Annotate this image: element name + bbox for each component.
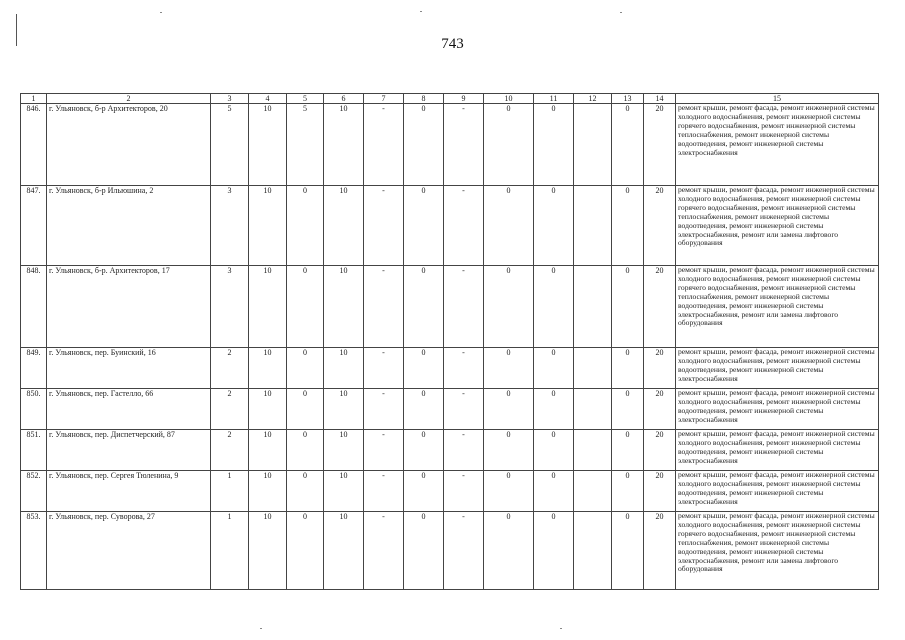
value-cell-c6: 10 bbox=[324, 430, 364, 471]
value-cell-c8: 0 bbox=[404, 512, 444, 590]
value-cell-c6: 10 bbox=[324, 471, 364, 512]
row-number-cell: 851. bbox=[21, 430, 47, 471]
value-cell-c5: 0 bbox=[287, 348, 324, 389]
value-cell-c8: 0 bbox=[404, 348, 444, 389]
row-number-cell: 847. bbox=[21, 186, 47, 266]
value-cell-c12 bbox=[574, 348, 612, 389]
repair-works-cell: ремонт крыши, ремонт фасада, ремонт инженерной системы холодного водоснабжения, ремонт инженерной системы водоотведения, ремонт инженерной системы электроснабжения bbox=[676, 430, 879, 471]
value-cell-c9: - bbox=[444, 348, 484, 389]
value-cell-c14: 20 bbox=[644, 471, 676, 512]
value-cell-c8: 0 bbox=[404, 430, 444, 471]
column-header: 2 bbox=[47, 94, 211, 104]
value-cell-c6: 10 bbox=[324, 389, 364, 430]
row-number-cell: 850. bbox=[21, 389, 47, 430]
value-cell-c5: 5 bbox=[287, 104, 324, 186]
value-cell-c10: 0 bbox=[484, 266, 534, 348]
value-cell-c4: 10 bbox=[249, 389, 287, 430]
value-cell-c13: 0 bbox=[612, 348, 644, 389]
row-number-cell: 846. bbox=[21, 104, 47, 186]
value-cell-c9: - bbox=[444, 186, 484, 266]
value-cell-c10: 0 bbox=[484, 348, 534, 389]
value-cell-c9: - bbox=[444, 471, 484, 512]
value-cell-c11: 0 bbox=[534, 512, 574, 590]
value-cell-c13: 0 bbox=[612, 266, 644, 348]
value-cell-c4: 10 bbox=[249, 471, 287, 512]
repair-works-cell: ремонт крыши, ремонт фасада, ремонт инженерной системы холодного водоснабжения, ремонт инженерной системы горячего водоснабжения, ремонт инженерной системы теплоснабжения, ремонт инженерной системы водоотведения, ремонт инженерной системы электроснабжения, ремонт или замена лифтового оборудования bbox=[676, 266, 879, 348]
row-number-cell: 853. bbox=[21, 512, 47, 590]
value-cell-c4: 10 bbox=[249, 430, 287, 471]
table-row bbox=[21, 430, 879, 471]
value-cell-c7: - bbox=[364, 186, 404, 266]
value-cell-c9: - bbox=[444, 104, 484, 186]
column-header: 3 bbox=[211, 94, 249, 104]
column-header: 6 bbox=[324, 94, 364, 104]
value-cell-c5: 0 bbox=[287, 512, 324, 590]
address-cell: г. Ульяновск, пер. Диспетчерский, 87 bbox=[47, 430, 211, 471]
repair-works-cell: ремонт крыши, ремонт фасада, ремонт инженерной системы холодного водоснабжения, ремонт инженерной системы водоотведения, ремонт инженерной системы электроснабжения bbox=[676, 389, 879, 430]
repair-works-cell: ремонт крыши, ремонт фасада, ремонт инженерной системы холодного водоснабжения, ремонт инженерной системы горячего водоснабжения, ремонт инженерной системы теплоснабжения, ремонт инженерной системы водоотведения, ремонт инженерной системы электроснабжения, ремонт или замена лифтового оборудования bbox=[676, 512, 879, 590]
value-cell-c9: - bbox=[444, 430, 484, 471]
table-row bbox=[21, 512, 879, 590]
value-cell-c8: 0 bbox=[404, 471, 444, 512]
value-cell-c7: - bbox=[364, 266, 404, 348]
value-cell-c6: 10 bbox=[324, 348, 364, 389]
value-cell-c3: 1 bbox=[211, 512, 249, 590]
value-cell-c10: 0 bbox=[484, 104, 534, 186]
address-cell: г. Ульяновск, пер. Гастелло, 66 bbox=[47, 389, 211, 430]
table-row bbox=[21, 389, 879, 430]
value-cell-c10: 0 bbox=[484, 471, 534, 512]
value-cell-c14: 20 bbox=[644, 104, 676, 186]
row-number-cell: 849. bbox=[21, 348, 47, 389]
value-cell-c11: 0 bbox=[534, 389, 574, 430]
value-cell-c6: 10 bbox=[324, 266, 364, 348]
value-cell-c7: - bbox=[364, 430, 404, 471]
page-number: 743 bbox=[441, 36, 464, 52]
value-cell-c11: 0 bbox=[534, 104, 574, 186]
column-header: 8 bbox=[404, 94, 444, 104]
value-cell-c4: 10 bbox=[249, 512, 287, 590]
value-cell-c3: 2 bbox=[211, 389, 249, 430]
value-cell-c7: - bbox=[364, 389, 404, 430]
table-row bbox=[21, 186, 879, 266]
value-cell-c9: - bbox=[444, 389, 484, 430]
value-cell-c3: 2 bbox=[211, 348, 249, 389]
value-cell-c7: - bbox=[364, 512, 404, 590]
column-header: 13 bbox=[612, 94, 644, 104]
repair-works-cell: ремонт крыши, ремонт фасада, ремонт инженерной системы холодного водоснабжения, ремонт инженерной системы горячего водоснабжения, ремонт инженерной системы теплоснабжения, ремонт инженерной системы водоотведения, ремонт инженерной системы электроснабжения, ремонт или замена лифтового оборудования bbox=[676, 186, 879, 266]
value-cell-c12 bbox=[574, 512, 612, 590]
value-cell-c12 bbox=[574, 104, 612, 186]
value-cell-c12 bbox=[574, 266, 612, 348]
repair-works-cell: ремонт крыши, ремонт фасада, ремонт инженерной системы холодного водоснабжения, ремонт инженерной системы водоотведения, ремонт инженерной системы электроснабжения bbox=[676, 348, 879, 389]
value-cell-c6: 10 bbox=[324, 186, 364, 266]
value-cell-c8: 0 bbox=[404, 186, 444, 266]
value-cell-c13: 0 bbox=[612, 512, 644, 590]
table-row bbox=[21, 104, 879, 186]
column-number-row bbox=[21, 94, 879, 104]
value-cell-c7: - bbox=[364, 104, 404, 186]
value-cell-c12 bbox=[574, 186, 612, 266]
value-cell-c4: 10 bbox=[249, 104, 287, 186]
address-cell: г. Ульяновск, б-р Архитекторов, 20 bbox=[47, 104, 211, 186]
scan-speck bbox=[160, 12, 162, 13]
value-cell-c7: - bbox=[364, 471, 404, 512]
scan-speck bbox=[420, 11, 422, 12]
repair-registry-table bbox=[20, 93, 879, 590]
value-cell-c3: 3 bbox=[211, 266, 249, 348]
column-header: 15 bbox=[676, 94, 879, 104]
value-cell-c12 bbox=[574, 471, 612, 512]
repair-works-cell: ремонт крыши, ремонт фасада, ремонт инженерной системы холодного водоснабжения, ремонт инженерной системы водоотведения, ремонт инженерной системы электроснабжения bbox=[676, 471, 879, 512]
value-cell-c3: 3 bbox=[211, 186, 249, 266]
column-header: 4 bbox=[249, 94, 287, 104]
value-cell-c14: 20 bbox=[644, 430, 676, 471]
scan-speck bbox=[260, 628, 262, 629]
value-cell-c11: 0 bbox=[534, 266, 574, 348]
value-cell-c12 bbox=[574, 430, 612, 471]
value-cell-c13: 0 bbox=[612, 389, 644, 430]
value-cell-c11: 0 bbox=[534, 430, 574, 471]
column-header: 12 bbox=[574, 94, 612, 104]
value-cell-c10: 0 bbox=[484, 512, 534, 590]
column-header: 7 bbox=[364, 94, 404, 104]
value-cell-c5: 0 bbox=[287, 430, 324, 471]
value-cell-c13: 0 bbox=[612, 430, 644, 471]
value-cell-c7: - bbox=[364, 348, 404, 389]
value-cell-c3: 5 bbox=[211, 104, 249, 186]
address-cell: г. Ульяновск, б-р Ильюшина, 2 bbox=[47, 186, 211, 266]
table-row bbox=[21, 471, 879, 512]
repair-works-cell: ремонт крыши, ремонт фасада, ремонт инженерной системы холодного водоснабжения, ремонт инженерной системы горячего водоснабжения, ремонт инженерной системы теплоснабжения, ремонт инженерной системы водоотведения, ремонт инженерной системы электроснабжения bbox=[676, 104, 879, 186]
value-cell-c14: 20 bbox=[644, 348, 676, 389]
value-cell-c13: 0 bbox=[612, 186, 644, 266]
address-cell: г. Ульяновск, пер. Суворова, 27 bbox=[47, 512, 211, 590]
value-cell-c6: 10 bbox=[324, 512, 364, 590]
value-cell-c14: 20 bbox=[644, 389, 676, 430]
value-cell-c4: 10 bbox=[249, 266, 287, 348]
value-cell-c5: 0 bbox=[287, 389, 324, 430]
value-cell-c8: 0 bbox=[404, 266, 444, 348]
value-cell-c13: 0 bbox=[612, 104, 644, 186]
value-cell-c8: 0 bbox=[404, 104, 444, 186]
value-cell-c6: 10 bbox=[324, 104, 364, 186]
value-cell-c11: 0 bbox=[534, 471, 574, 512]
address-cell: г. Ульяновск, пер. Буинский, 16 bbox=[47, 348, 211, 389]
address-cell: г. Ульяновск, пер. Сергея Тюленина, 9 bbox=[47, 471, 211, 512]
column-header: 1 bbox=[21, 94, 47, 104]
value-cell-c3: 1 bbox=[211, 471, 249, 512]
value-cell-c14: 20 bbox=[644, 266, 676, 348]
value-cell-c12 bbox=[574, 389, 612, 430]
value-cell-c11: 0 bbox=[534, 348, 574, 389]
value-cell-c5: 0 bbox=[287, 186, 324, 266]
value-cell-c11: 0 bbox=[534, 186, 574, 266]
value-cell-c9: - bbox=[444, 512, 484, 590]
scan-speck bbox=[560, 628, 562, 629]
table-row bbox=[21, 266, 879, 348]
value-cell-c8: 0 bbox=[404, 389, 444, 430]
value-cell-c5: 0 bbox=[287, 471, 324, 512]
value-cell-c9: - bbox=[444, 266, 484, 348]
value-cell-c10: 0 bbox=[484, 430, 534, 471]
row-number-cell: 852. bbox=[21, 471, 47, 512]
column-header: 5 bbox=[287, 94, 324, 104]
value-cell-c4: 10 bbox=[249, 186, 287, 266]
value-cell-c14: 20 bbox=[644, 186, 676, 266]
value-cell-c10: 0 bbox=[484, 389, 534, 430]
value-cell-c3: 2 bbox=[211, 430, 249, 471]
column-header: 10 bbox=[484, 94, 534, 104]
column-header: 9 bbox=[444, 94, 484, 104]
address-cell: г. Ульяновск, б-р. Архитекторов, 17 bbox=[47, 266, 211, 348]
column-header: 14 bbox=[644, 94, 676, 104]
table-row bbox=[21, 348, 879, 389]
value-cell-c4: 10 bbox=[249, 348, 287, 389]
scan-speck bbox=[620, 12, 622, 13]
value-cell-c14: 20 bbox=[644, 512, 676, 590]
value-cell-c5: 0 bbox=[287, 266, 324, 348]
column-header: 11 bbox=[534, 94, 574, 104]
value-cell-c13: 0 bbox=[612, 471, 644, 512]
value-cell-c10: 0 bbox=[484, 186, 534, 266]
row-number-cell: 848. bbox=[21, 266, 47, 348]
